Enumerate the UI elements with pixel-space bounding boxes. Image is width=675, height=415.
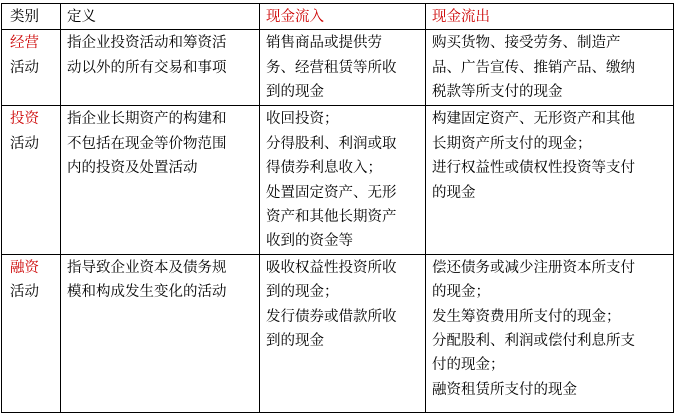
- definition-line: 不包括在现金等价物范围: [67, 135, 227, 152]
- type-suffix-operating: 活动: [10, 59, 39, 76]
- outflow-line: 融资租赁所支付的现金: [432, 381, 577, 398]
- type-name-investing: 投资: [10, 111, 39, 128]
- outflow-line: 税款等所支付的现金: [432, 84, 563, 101]
- inflow-line: 吸收权益性投资所收: [266, 259, 397, 276]
- outflow-line: 分配股利、利润或偿付利息所支: [432, 333, 635, 350]
- inflow-line: 处置固定资产、无形: [266, 184, 397, 201]
- header-definition-label: 定义: [67, 9, 96, 25]
- definition-line: 模和构成发生变化的活动: [67, 284, 227, 301]
- outflow-line: 付的现金；: [432, 357, 505, 374]
- type-name-financing: 融资: [10, 259, 39, 276]
- header-type: [2, 4, 61, 30]
- inflow-line: 销售商品或提供劳: [266, 35, 382, 52]
- inflow-line: 到的现金: [266, 333, 324, 350]
- type-cell-operating: [2, 30, 61, 106]
- outflow-cell-investing: [426, 106, 674, 254]
- definition-line: 指企业投资活动和筹资活: [67, 35, 227, 52]
- inflow-line: 得债券利息收入；: [266, 160, 382, 177]
- table-row-investing: [2, 106, 674, 254]
- inflow-cell-operating: [260, 30, 426, 106]
- inflow-line: 务、经营租赁等所收: [266, 59, 397, 76]
- type-name-operating: 经营: [10, 35, 39, 52]
- definition-cell-financing: [61, 254, 260, 412]
- inflow-line: 收到的资金等: [266, 233, 353, 250]
- outflow-cell-operating: [426, 30, 674, 106]
- outflow-line: 构建固定资产、无形资产和其他: [432, 111, 635, 128]
- definition-line: 内的投资及处置活动: [67, 160, 198, 177]
- outflow-line: 发生筹资费用所支付的现金；: [432, 308, 621, 325]
- inflow-cell-financing: [260, 254, 426, 412]
- type-cell-investing: [2, 106, 61, 254]
- outflow-line: 购买货物、接受劳务、制造产: [432, 35, 621, 52]
- definition-line: 指企业长期资产的构建和: [67, 111, 227, 128]
- outflow-line: 的现金: [432, 184, 476, 201]
- inflow-line: 到的现金；: [266, 284, 339, 301]
- outflow-cell-financing: [426, 254, 674, 412]
- table-header-row: [2, 4, 674, 30]
- header-inflow: [260, 4, 426, 30]
- header-outflow: [426, 4, 674, 30]
- definition-line: 动以外的所有交易和事项: [67, 59, 227, 76]
- definition-line: 指导致企业资本及债务规: [67, 259, 227, 276]
- type-suffix-financing: 活动: [10, 284, 39, 301]
- header-inflow-label: 现金流入: [266, 9, 324, 25]
- inflow-line: 收回投资；: [266, 111, 339, 128]
- definition-cell-operating: [61, 30, 260, 106]
- table-row-operating: [2, 30, 674, 106]
- outflow-line: 品、广告宣传、推销产品、缴纳: [432, 59, 635, 76]
- type-cell-financing: [2, 254, 61, 412]
- table-row-financing: [2, 254, 674, 412]
- outflow-line: 的现金；: [432, 284, 490, 301]
- outflow-line: 长期资产所支付的现金；: [432, 135, 592, 152]
- cash-flow-classification-table: [1, 3, 674, 413]
- inflow-cell-investing: [260, 106, 426, 254]
- header-outflow-label: 现金流出: [432, 9, 490, 25]
- header-type-label: 类别: [10, 9, 39, 25]
- outflow-line: 进行权益性或债权性投资等支付: [432, 160, 635, 177]
- inflow-line: 发行债券或借款所收: [266, 308, 397, 325]
- definition-cell-investing: [61, 106, 260, 254]
- type-suffix-investing: 活动: [10, 135, 39, 152]
- inflow-line: 资产和其他长期资产: [266, 209, 397, 226]
- header-definition: [61, 4, 260, 30]
- inflow-line: 分得股利、利润或取: [266, 135, 397, 152]
- inflow-line: 到的现金: [266, 84, 324, 101]
- outflow-line: 偿还债务或减少注册资本所支付: [432, 259, 635, 276]
